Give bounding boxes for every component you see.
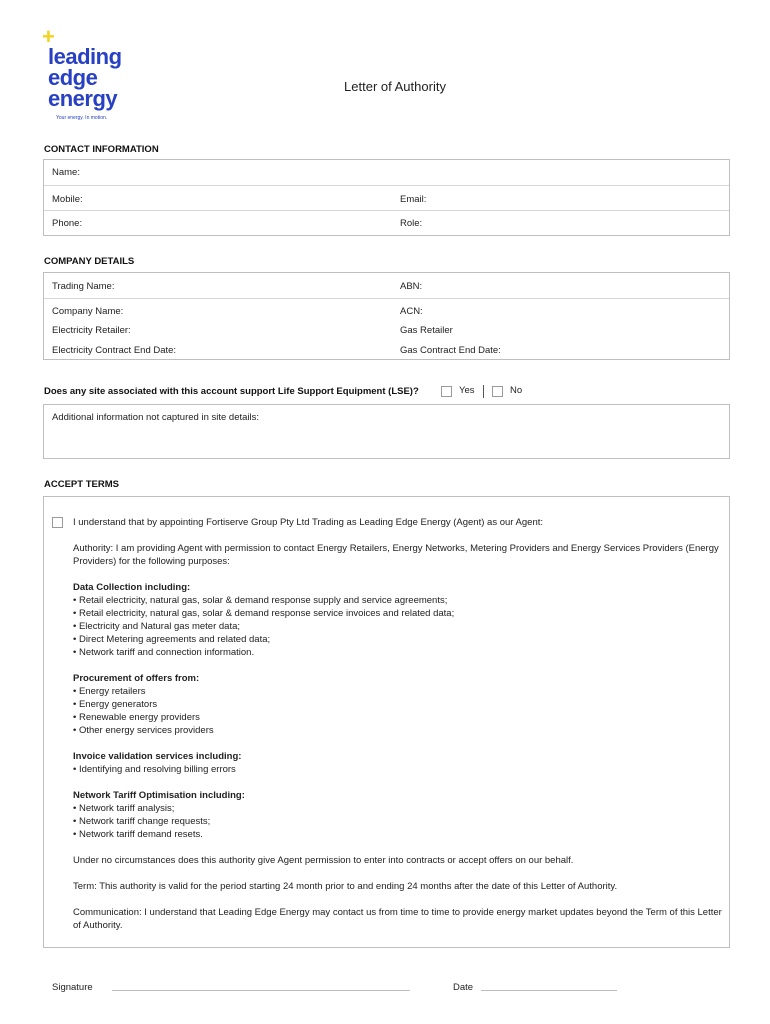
company-row-retailer bbox=[44, 320, 729, 341]
mobile-field[interactable]: Mobile: bbox=[52, 194, 83, 205]
company-row-end-dates bbox=[44, 341, 729, 359]
procurement-item: • Other energy services providers bbox=[73, 725, 214, 736]
logo-plus-mark: + bbox=[42, 24, 55, 49]
lse-yes-label: Yes bbox=[459, 385, 475, 396]
data-item: • Network tariff and connection information. bbox=[73, 647, 255, 658]
terms-content bbox=[73, 516, 723, 932]
name-field[interactable]: Name: bbox=[52, 167, 80, 178]
option-divider bbox=[483, 385, 484, 398]
lse-yes-checkbox[interactable] bbox=[441, 386, 452, 397]
terms-communication: Communication: I understand that Leading Edge Energy may contact us from time to time to provide energy market updates beyond the Term of this Letter of Authority. bbox=[73, 907, 722, 931]
lse-question: Does any site associated with this account support Life Support Equipment (LSE)? bbox=[44, 386, 419, 397]
procurement-item: • Energy generators bbox=[73, 699, 158, 710]
terms-heading: ACCEPT TERMS bbox=[44, 479, 119, 490]
contact-heading: CONTACT INFORMATION bbox=[44, 144, 159, 155]
signature-label: Signature bbox=[52, 982, 93, 993]
contact-row-name bbox=[44, 160, 729, 186]
accept-terms-checkbox[interactable] bbox=[52, 517, 63, 528]
data-item: • Direct Metering agreements and related data; bbox=[73, 634, 271, 645]
company-heading: COMPANY DETAILS bbox=[44, 256, 135, 267]
data-collection-section bbox=[73, 581, 723, 659]
company-box bbox=[43, 272, 730, 360]
additional-info-label: Additional information not captured in site details: bbox=[52, 412, 260, 423]
contact-box bbox=[43, 159, 730, 236]
company-row-name bbox=[44, 299, 729, 320]
terms-term: Term: This authority is valid for the period starting 24 month prior to and ending 24 months after the date of this Letter of Authority. bbox=[73, 881, 618, 892]
electricity-end-date-field[interactable]: Electricity Contract End Date: bbox=[52, 345, 177, 356]
email-field[interactable]: Email: bbox=[400, 194, 427, 205]
role-field[interactable]: Role: bbox=[400, 218, 423, 229]
electricity-retailer-field[interactable]: Electricity Retailer: bbox=[52, 325, 131, 336]
gas-retailer-field[interactable]: Gas Retailer bbox=[400, 325, 453, 336]
network-item: • Network tariff demand resets. bbox=[73, 829, 203, 840]
invoice-section bbox=[73, 750, 723, 776]
procurement-item: • Renewable energy providers bbox=[73, 712, 200, 723]
lse-no-checkbox[interactable] bbox=[492, 386, 503, 397]
company-logo bbox=[42, 24, 152, 121]
trading-name-field[interactable]: Trading Name: bbox=[52, 281, 115, 292]
terms-authority: Authority: I am providing Agent with permission to contact Energy Retailers, Energy Networks, Metering Providers and Energy Services Providers (Energy Providers) for the following purposes: bbox=[73, 543, 719, 567]
data-collection-heading: Data Collection including: bbox=[73, 582, 191, 593]
terms-no-circumstances: Under no circumstances does this authority give Agent permission to enter into contracts or accept offers on our behalf. bbox=[73, 855, 574, 866]
logo-line-3: energy bbox=[48, 86, 118, 111]
contact-row-phone bbox=[44, 211, 729, 235]
network-item: • Network tariff analysis; bbox=[73, 803, 175, 814]
logo-tagline: Your energy. In motion. bbox=[56, 115, 108, 121]
procurement-section bbox=[73, 672, 723, 737]
abn-field[interactable]: ABN: bbox=[400, 281, 423, 292]
data-item: • Electricity and Natural gas meter data; bbox=[73, 621, 241, 632]
date-label: Date bbox=[453, 982, 474, 993]
network-section bbox=[73, 789, 723, 841]
lse-no-label: No bbox=[510, 385, 523, 396]
terms-understand: I understand that by appointing Fortiserve Group Pty Ltd Trading as Leading Edge Energy (Agent) as our Agent: bbox=[73, 517, 544, 528]
terms-box bbox=[43, 496, 730, 948]
data-item: • Retail electricity, natural gas, solar & demand response service invoices and related data; bbox=[73, 608, 455, 619]
date-line[interactable] bbox=[481, 990, 617, 991]
phone-field[interactable]: Phone: bbox=[52, 218, 83, 229]
procurement-item: • Energy retailers bbox=[73, 686, 146, 697]
company-name-field[interactable]: Company Name: bbox=[52, 306, 124, 317]
company-row-trading bbox=[44, 273, 729, 299]
additional-info-box[interactable] bbox=[43, 404, 730, 459]
contact-row-mobile bbox=[44, 186, 729, 211]
gas-end-date-field[interactable]: Gas Contract End Date: bbox=[400, 345, 501, 356]
network-heading: Network Tariff Optimisation including: bbox=[73, 790, 245, 801]
data-item: • Retail electricity, natural gas, solar & demand response supply and service agreements; bbox=[73, 595, 448, 606]
signature-line[interactable] bbox=[112, 990, 410, 991]
invoice-heading: Invoice validation services including: bbox=[73, 751, 242, 762]
procurement-heading: Procurement of offers from: bbox=[73, 673, 200, 684]
document-title: Letter of Authority bbox=[344, 79, 446, 94]
logo-line-1: leading bbox=[48, 44, 122, 69]
logo-line-2: edge bbox=[48, 65, 98, 90]
acn-field[interactable]: ACN: bbox=[400, 306, 423, 317]
invoice-item: • Identifying and resolving billing errors bbox=[73, 764, 236, 775]
network-item: • Network tariff change requests; bbox=[73, 816, 211, 827]
